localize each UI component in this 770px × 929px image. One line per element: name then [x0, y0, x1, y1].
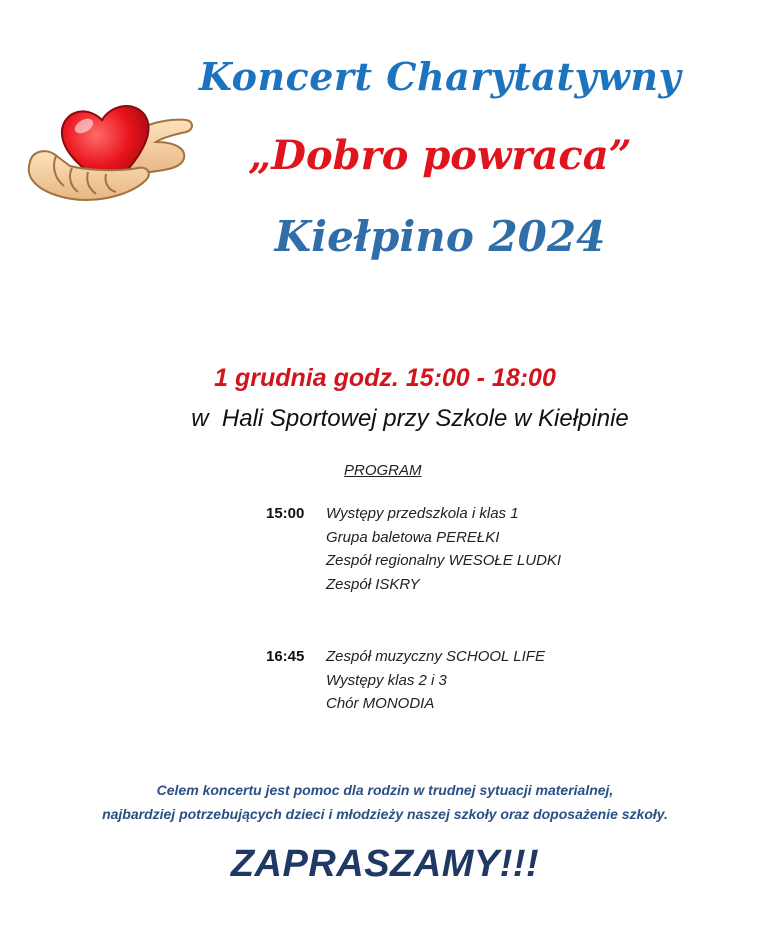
program-heading: PROGRAM: [344, 462, 422, 479]
invite-heading: ZAPRASZAMY!!!: [230, 843, 540, 885]
program-item: Grupa baletowa PEREŁKI: [326, 528, 500, 546]
program-item: Zespół ISKRY: [326, 575, 420, 593]
program-time: 15:00: [266, 505, 305, 522]
program-items: [326, 502, 561, 596]
concert-goal-text: [0, 778, 770, 826]
event-date-time: 1 grudnia godz. 15:00 - 18:00: [214, 364, 556, 392]
program-item: Zespół muzyczny SCHOOL LIFE: [326, 648, 545, 665]
goal-line-1: Celem koncertu jest pomoc dla rodzin w trudnej sytuacji materialnej,: [156, 782, 614, 798]
title-line-1: Koncert Charytatywny: [198, 54, 682, 99]
program-time: 16:45: [266, 648, 305, 665]
event-venue: w Hali Sportowej przy Szkole w Kiełpinie: [191, 405, 629, 432]
title-line-3: Kiełpino 2024: [274, 212, 606, 261]
goal-line-2: najbardziej potrzebujących dzieci i młodzieży naszej szkoły oraz doposażenie szkoły.: [102, 806, 668, 822]
program-item: Występy klas 2 i 3: [326, 671, 447, 689]
program-item: Chór MONODIA: [326, 695, 435, 712]
program-block: [266, 645, 646, 725]
program-block: [266, 502, 646, 602]
program-item: Zespół regionalny WESOŁE LUDKI: [326, 552, 562, 569]
program-items: [326, 645, 545, 716]
program-item: Występy przedszkola i klas 1: [326, 505, 519, 522]
title-line-2: „Dobro powraca”: [248, 132, 632, 179]
